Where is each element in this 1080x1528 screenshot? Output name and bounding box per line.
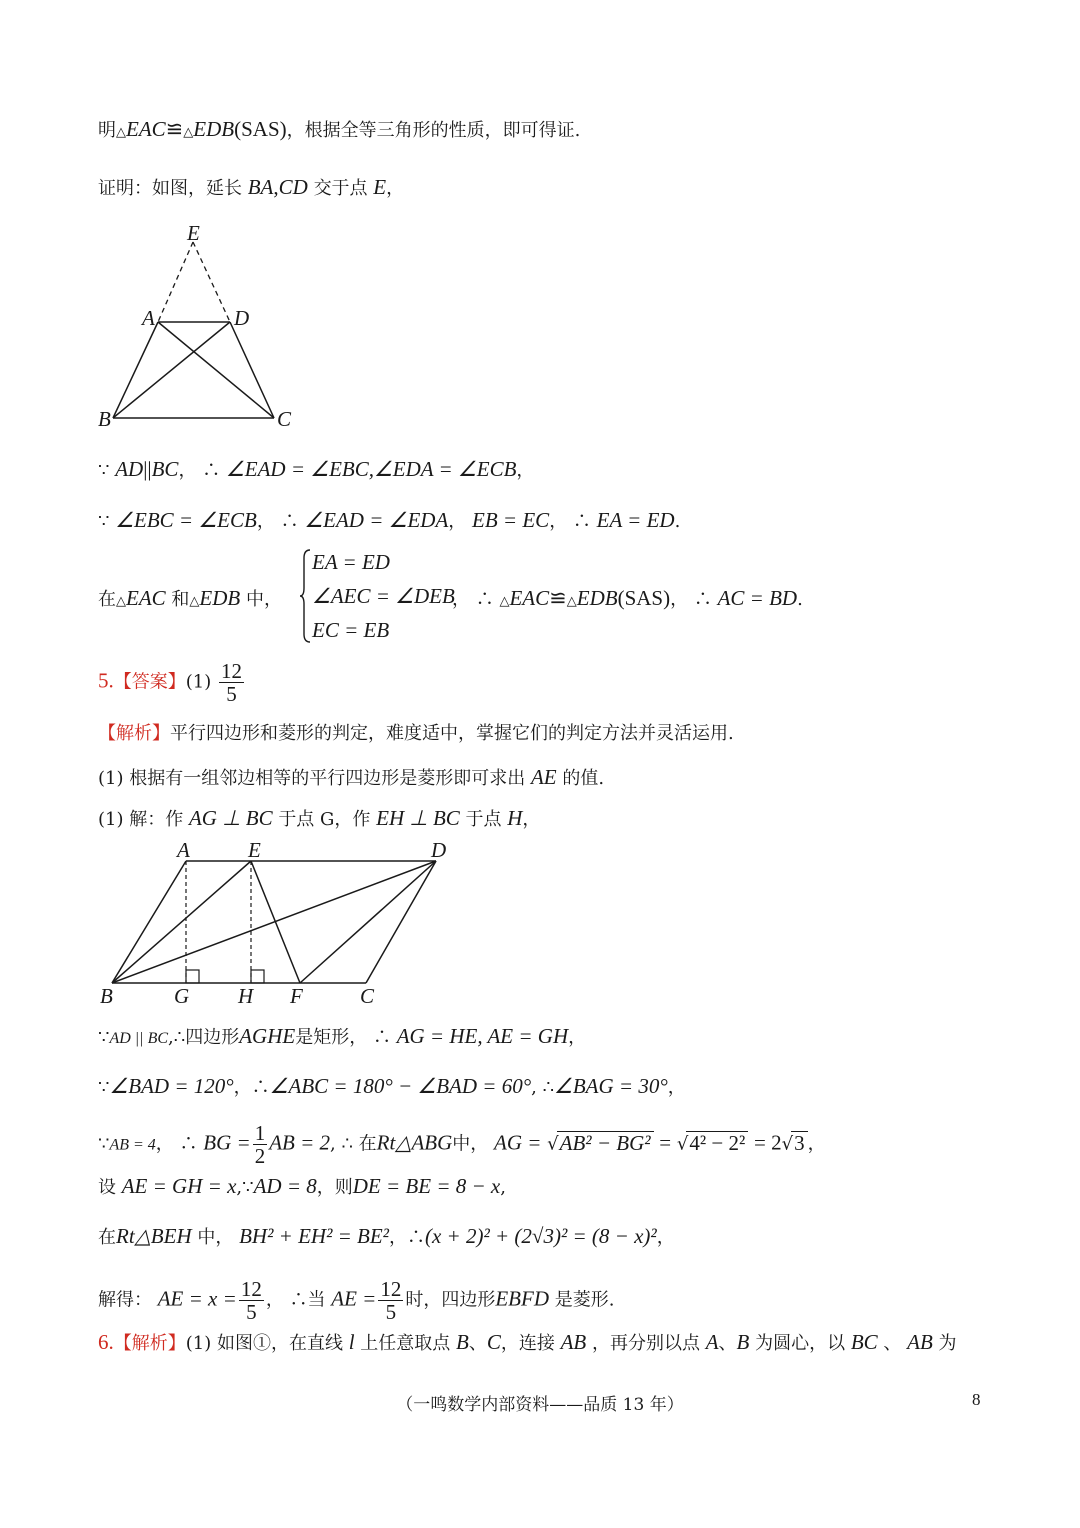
text-line: 在△EAC 和△EDB 中， xyxy=(98,586,282,610)
text-line: (1) 解：作 AG ⊥ BC 于点 G，作 EH ⊥ BC 于点 H， xyxy=(98,806,541,830)
page-number: 8 xyxy=(972,1390,981,1409)
fraction: $\frac{1}{2}$ xyxy=(254,1121,266,1168)
point-label: A xyxy=(142,306,155,330)
text-line: 设 AE = GH = x,∵AD = 8，则DE = BE = 8 − x, xyxy=(98,1174,506,1198)
text-line: (1) 根据有一组邻边相等的平行四边形是菱形即可求出 AE 的值. xyxy=(98,765,605,789)
answer-line: 5.【答案】(1) $\frac{12}{5}$ xyxy=(98,659,242,706)
point-label: C xyxy=(360,984,375,1008)
brace-icon xyxy=(300,548,312,644)
fraction: $\frac{12}{5}$ xyxy=(380,1277,402,1324)
point-label: D xyxy=(431,838,447,862)
fraction: $\frac{12}{5}$ xyxy=(240,1277,262,1324)
text-line: ∵AD || BC,∴四边形AGHE是矩形， ∴ AG = HE, AE = GH， xyxy=(98,1024,587,1048)
trapezoid-figure xyxy=(90,220,310,435)
point-label: B xyxy=(98,407,111,431)
fraction: $\frac{12}{5}$ xyxy=(220,659,242,706)
text-line: ∵ AD||BC， ∴ ∠EAD = ∠EBC,∠EDA = ∠ECB， xyxy=(98,457,535,481)
analysis-line: 【解析】平行四边形和菱形的判定，难度适中，掌握它们的判定方法并灵活运用. xyxy=(98,723,734,744)
point-label: H xyxy=(238,984,254,1008)
system-row: EC = EB xyxy=(312,618,390,642)
text-line: ∵ ∠EBC = ∠ECB， ∴ ∠EAD = ∠EDA， EB = EC， ∴ EA = ED. xyxy=(98,508,681,532)
point-label: D xyxy=(234,306,250,330)
point-label: C xyxy=(277,407,292,431)
text-line: 在Rt△BEH 中， BH² + EH² = BE²，∴(x + 2)² + (2√3)² = (8 − x)²， xyxy=(98,1224,675,1248)
system-row: EA = ED xyxy=(312,550,390,574)
parallelogram-figure xyxy=(90,836,480,1011)
text-line: 6.【解析】(1) 如图①，在直线 l 上任意取点 B、C，连接 AB ，再分别以点 A、B 为圆心，以 BC 、 AB 为 xyxy=(98,1330,957,1354)
point-label: A xyxy=(177,838,190,862)
text-line: 证明：如图，延长 BA,CD 交于点 E， xyxy=(98,175,405,199)
point-label: G xyxy=(174,984,190,1008)
text-line: ∵AB = 4， ∴ BG = $\frac{1}{2}$ AB = 2, ∴ 在Rt△ABG中， AG = √AB² − BG² = √4² − 2² = 2√3 ， xyxy=(98,1121,826,1168)
text-line: 明△EAC≌△EDB(SAS)，根据全等三角形的性质，即可得证. xyxy=(98,117,581,141)
text-line: 解得： AE = x = $\frac{12}{5}$ ， ∴当 AE = $\frac{12}{5}$ 时，四边形EBFD 是菱形. xyxy=(98,1277,615,1324)
system-row: ∠AEC = ∠DEB xyxy=(312,584,455,608)
text-line: ∵∠BAD = 120°，∴∠ABC = 180° − ∠BAD = 60°, ∴∠BAG = 30°， xyxy=(98,1074,686,1098)
point-label: B xyxy=(100,984,113,1008)
point-label: E xyxy=(248,838,261,862)
text-line: ， ∴ △EAC≌△EDB(SAS)， ∴ AC = BD. xyxy=(452,586,803,610)
point-label: E xyxy=(187,221,200,245)
point-label: F xyxy=(290,984,303,1008)
page-footer: （一鸣数学内部资料——品质 13 年） xyxy=(396,1395,684,1415)
